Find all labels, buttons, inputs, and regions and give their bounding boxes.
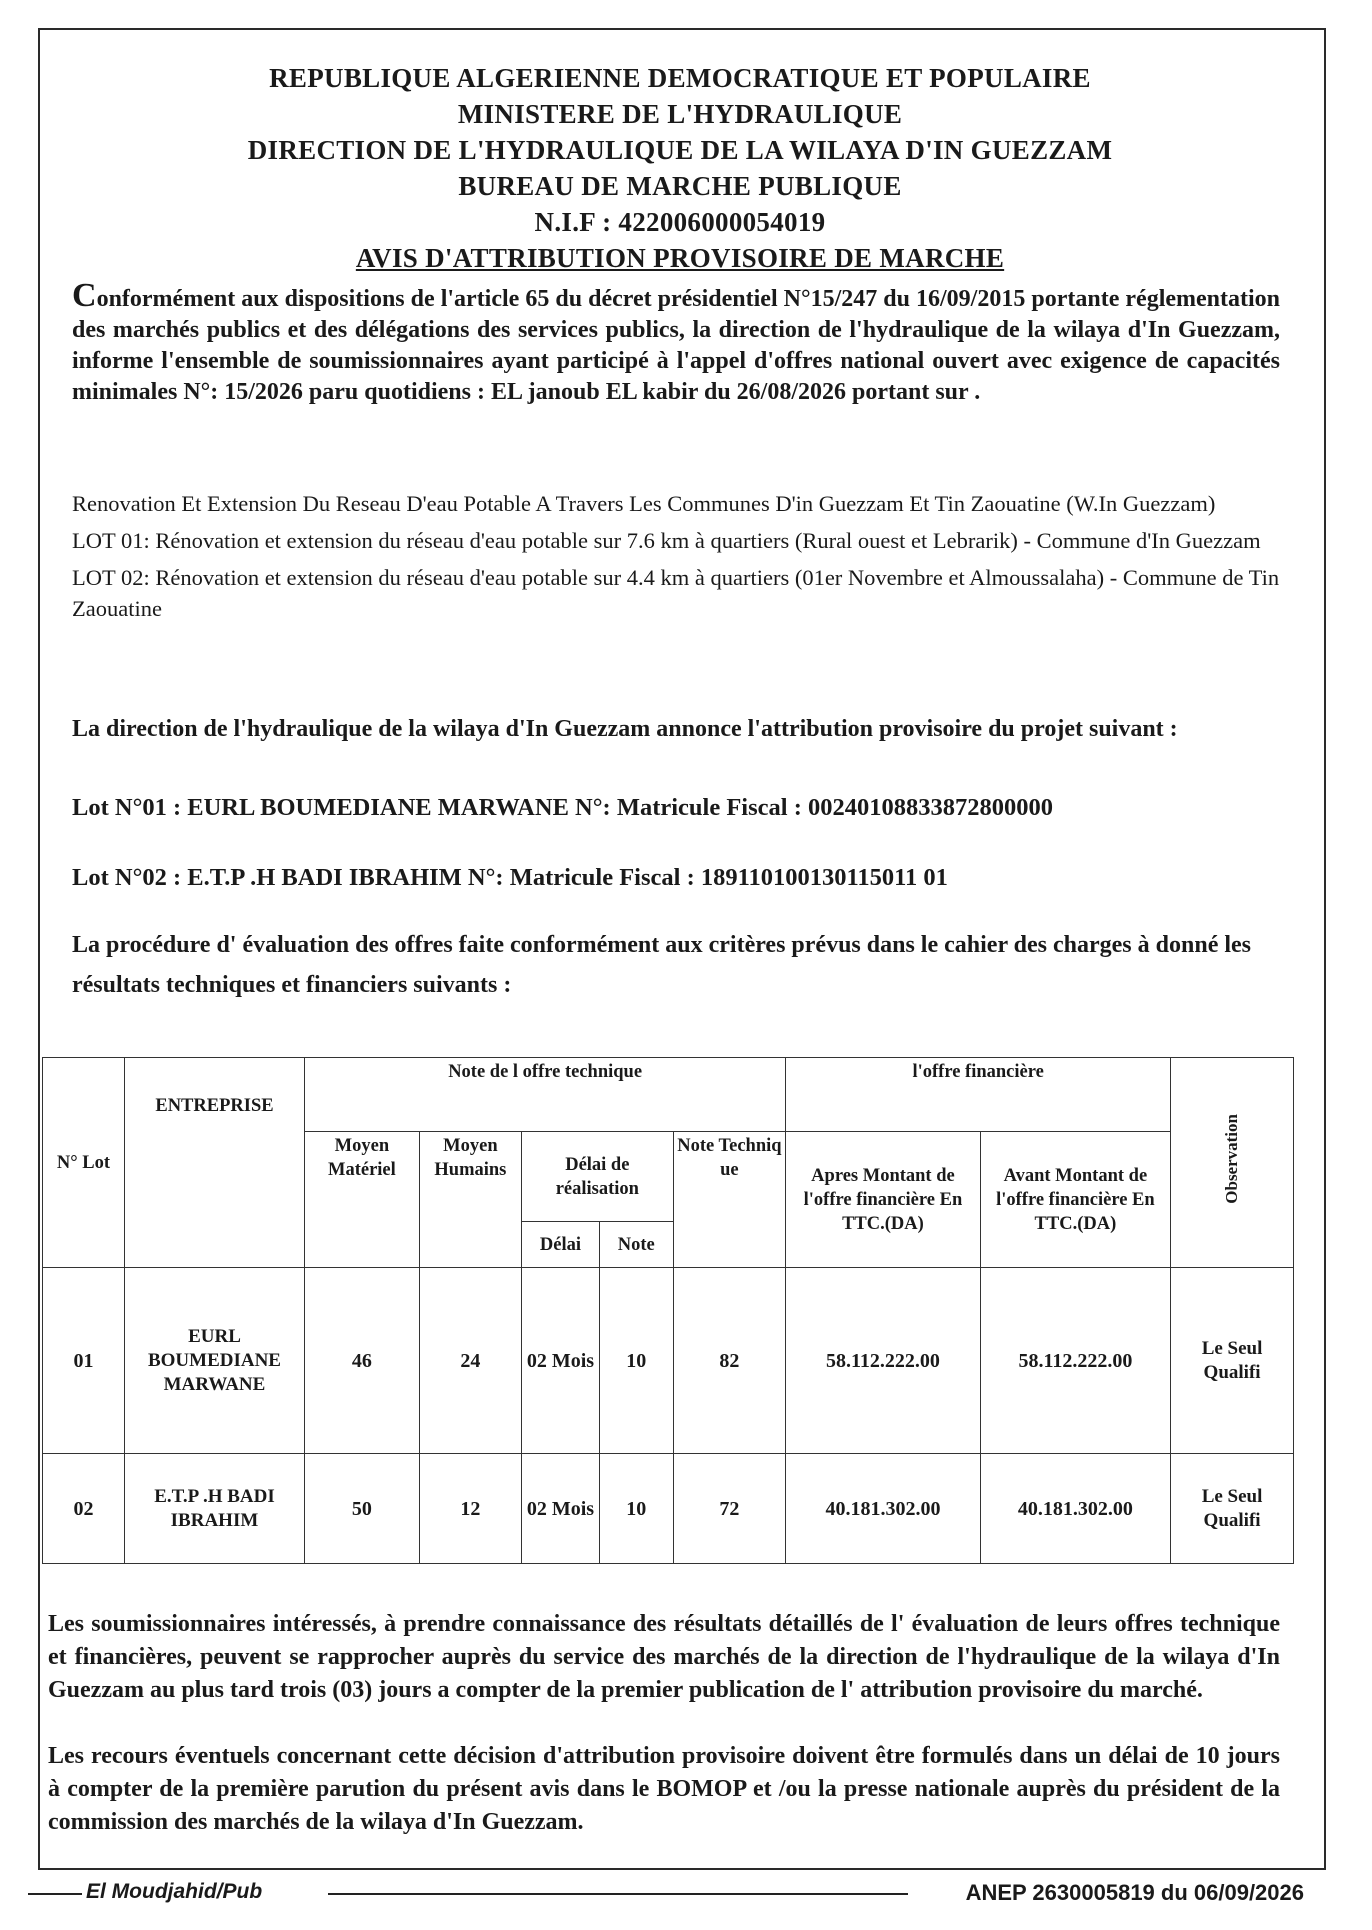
row-materiel: 46 [305,1268,420,1454]
header-financial: l'offre financière [786,1058,1171,1132]
header-ministry: MINISTERE DE L'HYDRAULIQUE [457,99,903,129]
header-observation [1171,1058,1294,1268]
header-note-technique: Note Techniq ue [673,1132,786,1268]
project-lot2: LOT 02: Rénovation et extension du réseau d'eau potable sur 4.4 km à quartiers (01er Novembre et Almoussalaha) - Commune de Tin Zaouatine [72,565,1280,621]
project-name: Renovation Et Extension Du Reseau D'eau Potable A Travers Les Communes D'in Guezzam Et Tin Zaouatine (W.In Guezzam) [72,491,1216,516]
anep-reference: ANEP 2630005819 du 06/09/2026 [962,1880,1308,1906]
header-nif: N.I.F : 422006000054019 [534,207,826,237]
intro-dropcap: C [72,277,97,314]
footer-paragraph-results: Les soumissionnaires intéressés, à prendre connaissance des résultats détaillés de l' évaluation de leurs offres technique et financières, peuvent se rapprocher auprès du service des marchés de la direction de l'hydraulique de la wilaya d'In Guezzam au plus tard trois (03) jours a compter de la premier publication de l' attribution provisoire du marché. [48,1611,1280,1703]
row-note: 10 [599,1268,673,1454]
intro-paragraph [72,277,1280,408]
row-note-technique: 72 [673,1454,786,1564]
row-observation: Le Seul Qualifi [1171,1454,1294,1564]
header-note: Note [599,1222,673,1268]
header-republic: REPUBLIQUE ALGERIENNE DEMOCRATIQUE ET POPULAIRE [269,63,1091,93]
row-humains: 12 [419,1454,521,1564]
header-delai: Délai [522,1222,600,1268]
award-lot2: Lot N°02 : E.T.P .H BADI IBRAHIM N°: Matricule Fiscal : 189110100130115011 01 [72,864,948,891]
header-delai-group: Délai de réalisation [522,1132,674,1222]
footer-paragraph-appeals: Les recours éventuels concernant cette décision d'attribution provisoire doivent être formulés dans un délai de 10 jours à compter de la première parution du présent avis dans le BOMOP et /ou la presse nationale auprès du président de la commission des marchés de la wilaya d'In Guezzam. [48,1743,1280,1835]
header-avant-montant: Avant Montant de l'offre financière En TTC.(DA) [980,1132,1170,1268]
row-materiel: 50 [305,1454,420,1564]
project-description [72,488,1280,630]
results-table [42,1057,1294,1564]
header-bureau: BUREAU DE MARCHE PUBLIQUE [458,171,902,201]
row-apres-montant: 58.112.222.00 [786,1268,981,1454]
publication-line [28,1880,1328,1908]
procedure-text: La procédure d' évaluation des offres faite conformément aux critères prévus dans le cahier des charges à donné les résultats techniques et financiers suivants : [72,932,1251,998]
award-lot1: Lot N°01 : EURL BOUMEDIANE MARWANE N°: Matricule Fiscal : 00240108833872800000 [72,794,1053,821]
publication-source: El Moudjahid/Pub [82,1880,266,1904]
table-row [43,1268,1294,1454]
header-technical: Note de l offre technique [305,1058,786,1132]
row-humains: 24 [419,1268,521,1454]
header-direction: DIRECTION DE L'HYDRAULIQUE DE LA WILAYA D'IN GUEZZAM [247,135,1113,165]
row-observation: Le Seul Qualifi [1171,1268,1294,1454]
header-lot: N° Lot [43,1058,125,1268]
publication-rule-middle [328,1893,908,1895]
row-entreprise: EURL BOUMEDIANE MARWANE [124,1268,304,1454]
project-lot1: LOT 01: Rénovation et extension du réseau d'eau potable sur 7.6 km à quartiers (Rural ouest et Lebrarik) - Commune d'In Guezzam [72,528,1261,553]
header-apres-montant: Apres Montant de l'offre financière En TTC.(DA) [786,1132,981,1268]
observation-label: Observation [1222,1114,1242,1204]
row-note: 10 [599,1454,673,1564]
row-entreprise: E.T.P .H BADI IBRAHIM [124,1454,304,1564]
row-avant-montant: 58.112.222.00 [980,1268,1170,1454]
table-row [43,1454,1294,1564]
row-apres-montant: 40.181.302.00 [786,1454,981,1564]
header-humains: Moyen Humains [419,1132,521,1268]
row-lot: 02 [43,1454,125,1564]
header-materiel: Moyen Matériel [305,1132,420,1268]
intro-text: onformément aux dispositions de l'article 65 du décret présidentiel N°15/247 du 16/09/2015 portante réglementation des marchés publics et des délégations des services publics, la direction de l'hydraulique de la wilaya d'In Guezzam, informe l'ensemble de soumissionnaires ayant participé à l'appel d'offres national ouvert avec exigence de capacités minimales N°: 15/2026 paru quotidiens : EL janoub EL kabir du 26/08/2026 portant sur . [72,286,1280,405]
row-delai: 02 Mois [522,1268,600,1454]
row-lot: 01 [43,1268,125,1454]
notice-title: AVIS D'ATTRIBUTION PROVISOIRE DE MARCHE [355,243,1005,273]
notice-header [38,60,1322,276]
header-entreprise: ENTREPRISE [124,1058,304,1268]
publication-rule-left [28,1893,88,1895]
announcement: La direction de l'hydraulique de la wilaya d'In Guezzam annonce l'attribution provisoire du projet suivant : [72,716,1178,742]
row-note-technique: 82 [673,1268,786,1454]
row-delai: 02 Mois [522,1454,600,1564]
row-avant-montant: 40.181.302.00 [980,1454,1170,1564]
